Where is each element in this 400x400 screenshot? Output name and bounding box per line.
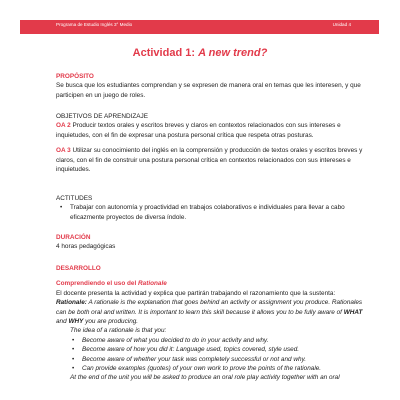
- desarrollo-section: [56, 264, 366, 383]
- objetivo-item: [56, 146, 366, 174]
- subheading-prefix: Comprendiendo el uso del: [56, 280, 139, 288]
- actitudes-heading: ACTITUDES: [56, 195, 93, 202]
- rationale-bullet: • Become aware of whether your task was completely successful or not and why.: [56, 355, 366, 364]
- proposito-heading: PROPÓSITO: [56, 73, 94, 80]
- actitudes-section: [56, 194, 366, 222]
- idea-intro: The idea of a rationale is that you:: [70, 327, 167, 335]
- objetivo-item: [56, 121, 366, 140]
- oa-text: Producir textos orales y escritos breves y claros en contextos relacionados con sus intereses e inquietudes, con el fin de expresar una postura personal crítica que respeta otras posturas.: [56, 122, 341, 139]
- proposito-section: [56, 72, 366, 100]
- rationale-text-1: A rationale is the explanation that goes behind an activity or assignment you produce. Rationales can be both oral and written. It is important to learn this skill because it allows you to be fully aware of: [56, 299, 363, 316]
- header-unit-label: Unidad 4: [332, 22, 351, 27]
- rationale-bullet: • Become aware of what you decided to do in your activity and why.: [56, 336, 366, 345]
- desarrollo-intro: El docente presenta la actividad y explica que partirán trabajando el razonamiento que la sustenta:: [56, 289, 336, 297]
- rationale-bullet: • Become aware of how you did it: Language used, topics covered, style used.: [56, 345, 366, 354]
- rationale-text-2: you are producing.: [83, 318, 139, 326]
- rationale-label: Rationale:: [56, 299, 87, 307]
- title-italic: A new trend?: [198, 47, 268, 59]
- actitud-item: • Trabajar con autonomía y proactividad en trabajos colaborativos e individuales para llevar a cabo eficazmente proyectos de diversa índole.: [56, 203, 366, 222]
- oa-text: Utilizar su conocimiento del inglés en la comprensión y producción de textos orales y escritos breves y claros, con el fin de construir una postura personal crítica en contextos relacionados con sus intereses e inquietudes.: [56, 147, 363, 174]
- rationale-what: WHAT: [343, 308, 363, 316]
- subheading-italic: Rationale: [138, 280, 167, 288]
- duracion-heading: DURACIÓN: [56, 234, 91, 241]
- oa-code: OA 3: [56, 147, 71, 155]
- rationale-and: and: [56, 318, 69, 326]
- rationale-bullet: • Can provide examples (quotes) of your own work to prove the points of the rationale.: [56, 364, 366, 373]
- duracion-text: 4 horas pedagógicas: [56, 243, 116, 251]
- desarrollo-heading: DESARROLLO: [56, 265, 101, 272]
- header-bar: [20, 20, 379, 34]
- duracion-section: [56, 233, 366, 252]
- desarrollo-subheading: [56, 279, 366, 288]
- oa-code: OA 2: [56, 122, 71, 130]
- header-program-title: Programa de Estudio Inglés 3° Medio: [56, 22, 133, 27]
- closing-text: At the end of the unit you will be asked to produce an oral role play activity together with an oral: [70, 374, 340, 382]
- objetivos-section: [56, 112, 366, 174]
- rationale-paragraph: [56, 298, 366, 326]
- title-prefix: Actividad 1:: [132, 47, 199, 59]
- rationale-why: WHY: [68, 318, 84, 326]
- page-title: [0, 47, 400, 59]
- objetivos-heading: OBJETIVOS DE APRENDIZAJE: [56, 113, 148, 120]
- proposito-text: Se busca que los estudiantes comprendan y se expresen de manera oral en temas que les interesen, y que participen en un juego de roles.: [56, 82, 361, 99]
